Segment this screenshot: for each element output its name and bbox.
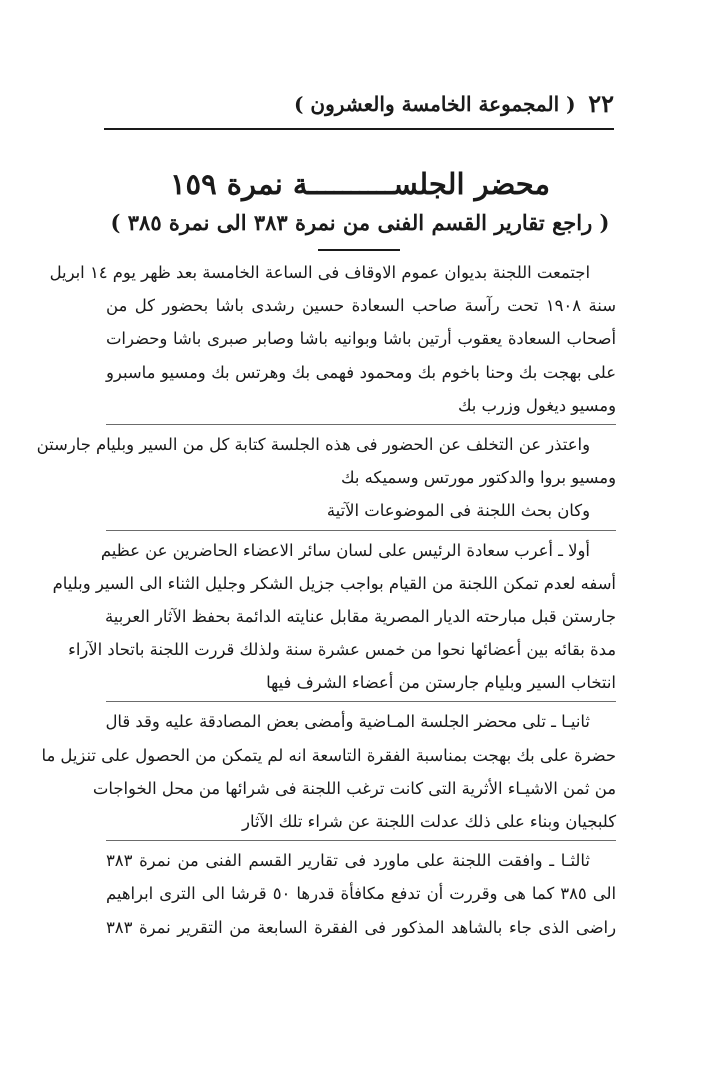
running-section-title: ( المجموعة الخامسة والعشرون ) bbox=[294, 92, 576, 116]
header-rule bbox=[104, 128, 614, 130]
text-line: واعتذر عن التخلف عن الحضور فى هذه الجلسة كتابة كل من السير وبليام جارستن bbox=[36, 434, 590, 454]
running-header bbox=[104, 86, 614, 122]
text-line: من ثمن الاشيـاء الأثرية التى كانت ترغب اللجنة فى شرائها من محل الخواجات bbox=[92, 778, 616, 798]
text-line: الى ٣٨٥ كما هى وقررت أن تدفع مكافأة قدرها ٥٠ قرشا الى الترى ابراهيم bbox=[106, 884, 616, 904]
text-line: ومسيو بروا والدكتور مورتس وسميكه بك bbox=[341, 468, 616, 488]
text-line: راضى الذى جاء بالشاهد المذكور فى الفقرة السابعة من التقرير نمرة ٣٨٣ bbox=[106, 917, 616, 937]
text-line: ومسيو ديغول وزرب بك bbox=[457, 395, 616, 415]
paragraph-rule bbox=[106, 530, 616, 531]
text-line: مدة بقائه بين أعضائها نحوا من خمس عشرة سنة ولذلك قررت اللجنة باتحاد الآراء bbox=[68, 640, 616, 660]
text-line: انتخاب السير وبليام جارستن من أعضاء الشرف فيها bbox=[266, 673, 616, 693]
text-line: كلبجيان وبناء على ذلك عدلت اللجنة عن شراء تلك الآثار bbox=[242, 812, 616, 831]
text-line: على بهجت بك وحنا باخوم بك ومحمود فهمى بك وهرتس بك ومسيو ماسبرو bbox=[106, 362, 616, 382]
text-line: سنة ١٩٠٨ تحت رآسة صاحب السعادة حسين رشدى باشا بحضور كل من bbox=[106, 296, 616, 316]
text-line: أصحاب السعادة يعقوب أرتين باشا وبوانيه باشا وصابر صبرى باشا وحضرات bbox=[106, 329, 616, 349]
paragraph-rule bbox=[106, 701, 616, 702]
page-number: ٢٢ bbox=[588, 89, 614, 118]
session-title: محضر الجلســــــــــة نمرة ١٥٩ bbox=[169, 167, 551, 201]
text-line: أسفه لعدم تمكن اللجنة من القيام بواجب جزيل الشكر وجليل الثناء الى السير وبليام bbox=[52, 573, 616, 593]
paragraph-rule bbox=[106, 424, 616, 425]
text-line: ثالثـا ـ وافقت اللجنة على ماورد فى تقارير القسم الفنى من نمرة ٣٨٣ bbox=[106, 851, 590, 871]
text-line: اجتمعت اللجنة بديوان عموم الاوقاف فى الساعة الخامسة بعد ظهر يوم ١٤ ابريل bbox=[49, 263, 590, 282]
text-line: حضرة على بك بهجت بمناسبة الفقرة التاسعة انه لم يتمكن من الحصول على تنزيل ما bbox=[41, 745, 616, 765]
text-line: وكان بحث اللجنة فى الموضوعات الآتية bbox=[326, 501, 590, 521]
text-line: أولا ـ أعرب سعادة الرئيس على لسان سائر الاعضاء الحاضرين عن عظيم bbox=[100, 540, 590, 560]
paragraph-rule bbox=[106, 840, 616, 841]
text-line: ثانيـا ـ تلى محضر الجلسة المـاضية وأمضى بعض المصادقة عليه وقد قال bbox=[105, 712, 590, 732]
session-subtitle: ( راجع تقارير القسم الفنى من نمرة ٣٨٣ الى نمرة ٣٨٥ ) bbox=[110, 210, 610, 235]
minutes-body bbox=[36, 256, 616, 944]
title-divider bbox=[318, 249, 400, 251]
text-line: جارستن قبل مبارحته الديار المصرية مقابل عنايته الدائمة بحفظ الآثار العربية bbox=[105, 606, 616, 626]
